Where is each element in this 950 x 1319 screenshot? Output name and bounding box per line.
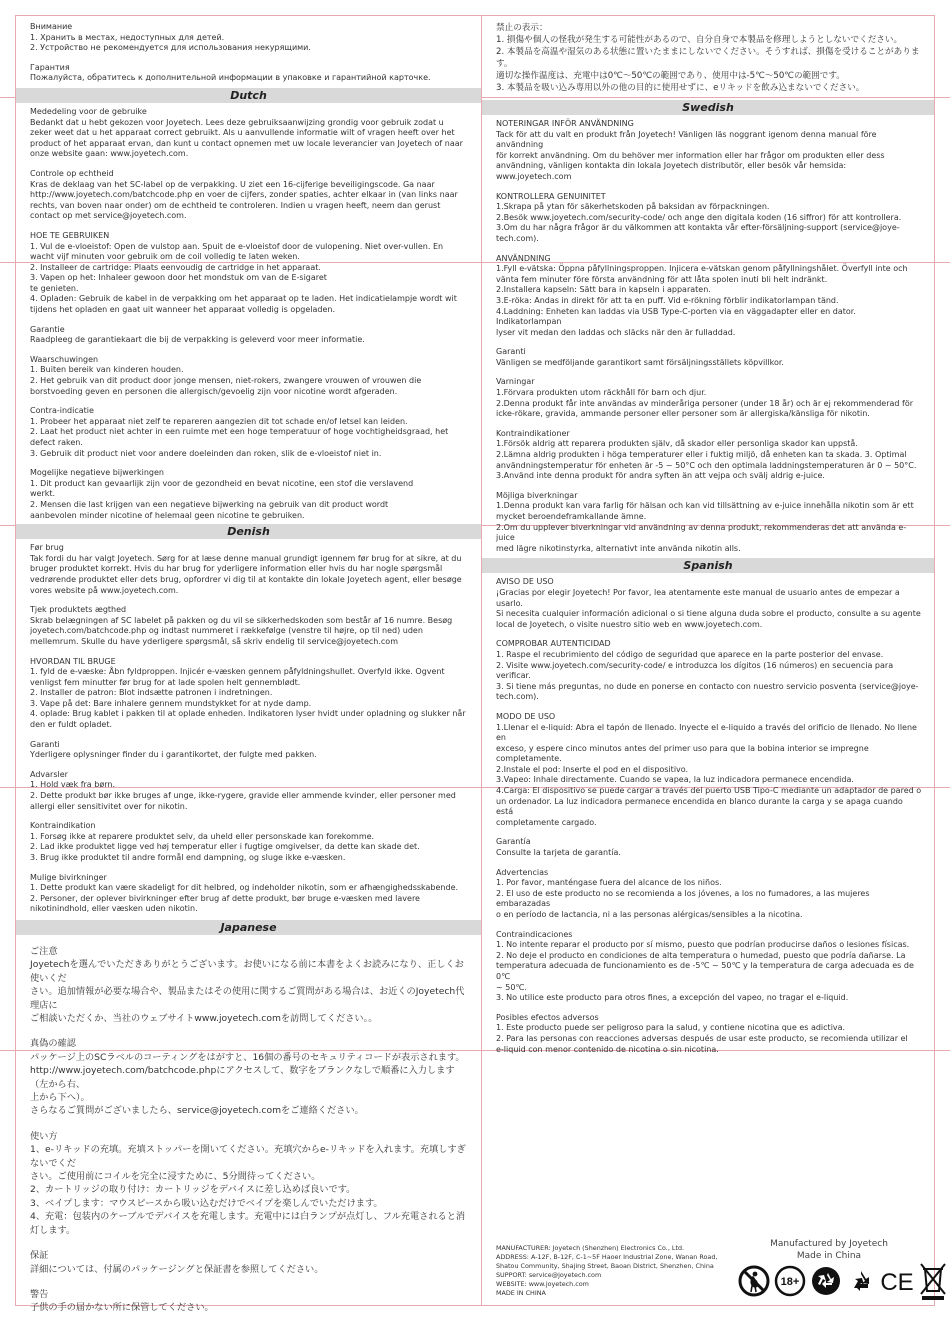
paragraph-line: 1. fyld de e-væske: Åbn fyldproppen. Injicér e-væsken gennem påfyldningshullet. Overfyld ikke. Ogvent — [30, 667, 445, 677]
paragraph-heading: 警告 — [30, 1288, 49, 1300]
paragraph-line: 2. Mensen die last krijgen van een negatieve bijwerking na gebruik van dit product wordt — [30, 499, 389, 509]
paragraph-line: Vänligen se medföljande garantikort samt försäljningsställets köpvillkor. — [496, 357, 784, 367]
paragraph-list — [30, 543, 469, 915]
paragraph-heading: 保証 — [30, 1250, 49, 1262]
paragraph-line: vedrørende produktet eller dets brug, opfordrer vi dig til at kontakte din lokale Joyetech agent, eller besøge — [30, 574, 462, 584]
paragraph — [496, 254, 922, 339]
paragraph-line: temperatura adecuada de funcionamiento es de -5℃ ~ 50℃ y la temperatura de carga adecuada es de 0℃ — [496, 961, 917, 981]
paragraph-list — [30, 945, 469, 1315]
paragraph-gap — [496, 703, 922, 712]
no-smoking-pregnant-icon — [738, 1265, 770, 1301]
paragraph-line: product of het apparaat ervan, dan kunt u contact opnemen met uw locale leverancier van Joyetech of naar — [30, 138, 463, 148]
paragraph-gap — [30, 1237, 469, 1249]
paragraph-heading: Advertencias — [496, 867, 549, 877]
footer-line: WEBSITE: www.joyetech.com — [496, 1280, 589, 1288]
paragraph-line: 2. Laat het product niet achter in een ruimte met een hoge temperatuur of hoge vochtigheidsgraad, het — [30, 427, 449, 437]
ce-text: CE — [880, 1269, 914, 1296]
paragraph-line: 1. Por favor, manténgase fuera del alcance de los niños. — [496, 878, 722, 888]
paragraph — [30, 355, 469, 397]
paragraph-heading: Mogelijke negatieve bijwerkingen — [30, 468, 165, 478]
paragraph-heading: Kontraindikation — [30, 821, 96, 831]
paragraph-heading: Tjek produktets ægthed — [30, 605, 127, 615]
paragraph-line: defect raken. — [30, 438, 83, 447]
paragraph-list — [30, 22, 469, 84]
paragraph-line: o en período de lactancia, ni a las personas alérgicas/sensibles a la nicotina. — [496, 910, 803, 919]
paragraph — [496, 347, 922, 368]
paragraph-line: completamente cargado. — [496, 817, 597, 827]
section-title-japanese: Japanese — [16, 920, 481, 935]
paragraph-line: e-liquid con menor contenido de nicotina o sin nicotina. — [496, 1044, 719, 1054]
footer-line: SUPPORT: service@joyetech.com — [496, 1271, 602, 1279]
paragraph-line: 3. 本製品を吸い込み専用以外の他の目的に使用せずに、eリキッドを飲み込まないでください。 — [496, 83, 865, 93]
paragraph-gap — [496, 482, 922, 491]
paragraph-line: completamente. — [496, 754, 562, 764]
paragraph-line: contact op met service@joyetech.com. — [30, 211, 187, 221]
paragraph-line: 2.Installera kapseln: Sätt bara in kapseln i apparaten. — [496, 285, 711, 295]
paragraph — [30, 107, 469, 160]
paragraph-heading: 使い方 — [30, 1130, 58, 1142]
made-by-block — [754, 1238, 904, 1262]
paragraph-gap — [30, 346, 469, 355]
paragraph — [30, 1037, 469, 1117]
paragraph — [30, 63, 469, 84]
paragraph — [30, 169, 469, 222]
paragraph-line: ~ 50℃. — [496, 982, 527, 992]
paragraph-line: 1. Raspe el recubrimiento del código de seguridad que aparece en la parte posterior del envase. — [496, 649, 884, 659]
paragraph — [30, 543, 469, 596]
danish-section — [16, 543, 481, 915]
paragraph-line: さい。ご使用前にコイルを完全に浸すために、5分間待ってください。 — [30, 1171, 321, 1183]
paragraph-gap — [496, 338, 922, 347]
paragraph-line: 2、カートリッジの取り付け：カートリッジをデバイスに差し込めば良いです。 — [30, 1184, 356, 1196]
paragraph-line: Tack för att du valt en produkt från Joyetech! Vänligen läs noggrant igenom denna manual före användning — [496, 129, 880, 150]
paragraph-gap — [30, 222, 469, 231]
paragraph-line: 2.Denna produkt får inte användas av minderåriga personer (under 18 år) och är ej rekommenderad för — [496, 398, 913, 408]
paragraph-gap — [30, 1276, 469, 1288]
paragraph-gap — [496, 368, 922, 377]
paragraph-heading: Controle op echtheid — [30, 168, 114, 178]
paragraph — [496, 377, 922, 419]
paragraph — [30, 657, 469, 731]
paragraph-gap — [30, 1025, 469, 1037]
paragraph-line: 3.E-röka: Andas in direkt för att ta en puff. Vid e-rökning förblir indikatorlampan tänd. — [496, 295, 839, 305]
paragraph-line: 2. 本製品を高温や湿気のある状態に置いたままにしないでください。そうすれば、損傷を受けることがあります。 — [496, 47, 920, 69]
paragraph-heading: 真偽の確認 — [30, 1038, 76, 1050]
japanese-section — [16, 939, 481, 1315]
paragraph-gap — [496, 245, 922, 254]
paragraph-line: 4.Laddning: Enheten kan laddas via USB Type-C-porten via en väggadapter eller en dator. Indikatorlampan — [496, 306, 859, 327]
paragraph-gap — [496, 630, 922, 639]
paragraph-line: 1. Hold væk fra børn. — [30, 780, 115, 790]
paragraph-line: tech.com). — [496, 692, 539, 702]
paragraph-line: mellemrum. Skulle du have yderligere spørgsmål, så skriv endelig til service@joyetech.com — [30, 636, 398, 646]
spanish-section — [482, 577, 934, 1055]
paragraph-line: Пожалуйста, обратитесь к дополнительной информации в упаковке и гарантийной карточке. — [30, 73, 431, 83]
paragraph — [30, 1288, 469, 1315]
footer-line: ADDRESS: A-12F, B-12F, C-1~5F Haoer Industrial Zone, Wanan Road, — [496, 1253, 718, 1261]
paragraph-heading: Garanti — [496, 347, 526, 357]
made-by-text: Manufactured by Joyetech — [770, 1239, 888, 1249]
right-column — [482, 15, 935, 1306]
paragraph-gap — [496, 420, 922, 429]
paragraph-line: 3. Vape på det: Bare inhalere gennem mundstykket for at nyde damp. — [30, 698, 312, 708]
paragraph-heading: MODO DE USO — [496, 711, 556, 721]
paragraph-heading: Contraindicaciones — [496, 929, 573, 939]
paragraph-line: Kras de deklaag van het SC-label op de verpakking. U ziet een 16-cijferige beveiligingscode. Ga naar — [30, 179, 435, 189]
paragraph — [30, 945, 469, 1025]
paragraph-line: 1. 損傷や個人の怪我が発生する可能性があるので、自分自身で本製品を修理しようとしないでください。 — [496, 35, 903, 45]
russian-section — [16, 16, 481, 84]
paragraph — [496, 491, 922, 555]
paragraph-heading: HVORDAN TIL BRUGE — [30, 656, 116, 666]
paragraph-heading: AVISO DE USO — [496, 577, 554, 587]
paragraph-line: 1. Vul de e-vloeistof: Open de vulstop aan. Spuit de e-vloeistof door de vulopening. Niet over-vullen. En — [30, 241, 444, 251]
paragraph — [496, 577, 922, 630]
paragraph-line: vänta fem minuter före första användning för att låta spolen inuti bli helt indränkt. — [496, 274, 828, 284]
paragraph-line: användning, vänligen kontakta din lokala Joyetech distributör, eller besök vår hemsida: www.joyetech.com — [496, 161, 849, 181]
footer-line: MANUFACTURER: Joyetech (Shenzhen) Electronics Co., Ltd. — [496, 1244, 685, 1252]
manufacturer-info — [496, 1244, 717, 1298]
paragraph — [30, 1249, 469, 1276]
paragraph — [30, 406, 469, 459]
made-in-text: Made in China — [796, 1251, 862, 1261]
paragraph-heading: NOTERINGAR INFÖR ANVÄNDNING — [496, 119, 634, 128]
paragraph-line: 3. No utilice este producto para otros fines, a excepción del vapeo, no tragar el e-liquid. — [496, 993, 849, 1003]
paragraph-heading: Kontraindikationer — [496, 428, 570, 438]
paragraph — [30, 231, 469, 316]
paragraph-line: 1. Probeer het apparaat niet zelf te repareren aangezien dit tot schade en/of letsel kan leiden. — [30, 416, 408, 426]
paragraph-line: vores website på www.joyetech.com. — [30, 585, 179, 595]
paragraph-line: 3. Brug ikke produktet til andre formål end dampning, og sluge ikke e-væsken. — [30, 853, 346, 862]
paragraph — [30, 770, 469, 812]
paragraph-gap — [30, 54, 469, 63]
paragraph-line: bruger produktet korrekt. Hvis du har brug for yderligere information eller hvis du har nogle spørgsmål — [30, 564, 443, 574]
paragraph-line: パッケージ上のSCラベルのコーティングをはがすと、16個の番号のセキュリティコードが表示されます。 — [30, 1051, 465, 1063]
paragraph-gap — [30, 648, 469, 657]
paragraph-line: för korrekt användning. Om du behöver mer information eller har frågor om produkten eller dess — [496, 150, 885, 160]
paragraph-line: 2. No deje el producto en condiciones de alta temperatura o humedad, puesto que podría dañarse. La — [496, 950, 906, 960]
paragraph-line: 1.Fyll e-vätska: Öppna påfyllningsproppen. Injicera e-vätskan genom påfyllningshålet. Överfyll inte och — [496, 264, 908, 274]
paragraph-gap — [496, 921, 922, 930]
paragraph-heading: Внимание — [30, 22, 73, 31]
paragraph-line: 1. Dette produkt kan være skadeligt for dit helbred, og indeholder nikotin, som er afhængighedsskabende. — [30, 883, 459, 893]
paragraph-line: 子供の手の届かない所に保管してください。 — [30, 1302, 214, 1314]
paragraph-heading: Garantía — [496, 837, 531, 847]
paragraph-line: lyser vit medan den laddas och släcks när den är fulladdad. — [496, 327, 736, 337]
paragraph — [496, 868, 922, 921]
paragraph — [30, 1130, 469, 1237]
paragraph-heading: Гарантия — [30, 62, 70, 72]
paragraph-list — [496, 119, 922, 554]
compliance-icons — [738, 1261, 950, 1305]
paragraph-line: 2.Besök www.joyetech.com/security-code/ och ange den digitala koden (16 siffror) för att kontrollera. — [496, 212, 902, 222]
paragraph-line: zeker weet dat u het apparaat correct gebruikt. Als u aanvullende informatie wilt of vragen heeft over het — [30, 128, 455, 138]
paragraph-gap — [30, 1118, 469, 1130]
paragraph-gap — [496, 828, 922, 837]
paragraph-line: local de Joyetech, o visite nuestro sitio web en www.joyetech.com. — [496, 619, 763, 629]
paragraph-line: 3. Vapen op het: Inhaleer gewoon door het mondstuk om van de E-sigaret — [30, 273, 327, 283]
paragraph-line: 2. Het gebruik van dit product door jonge mensen, niet-rokers, zwangere vrouwen of vrouwen die — [30, 376, 422, 386]
paragraph-line: 2. Installer de patron: Blot indsætte patronen i indretningen. — [30, 688, 273, 698]
paragraph-line: 2. El uso de este producto no se recomienda a los jóvenes, a los no fumadores, a las mujeres embarazadas — [496, 888, 873, 909]
paragraph-line: ¡Gracias por elegir Joyetech! Por favor, lea atentamente este manual de usuario antes de empezar a usarlo. — [496, 587, 903, 608]
paragraph-line: Tak fordi du har valgt Joyetech. Sørg for at læse denne manual grundigt igennem før brug for at sikre, at du — [30, 553, 462, 563]
paragraph-line: venligst fem minutter før brug for at lade spolen helt gennemblødt. — [30, 677, 301, 687]
age-18-plus-icon — [774, 1265, 806, 1301]
left-column — [15, 15, 482, 1314]
paragraph-line: http://www.joyetech.com/batchcode.phpにアクセスして、数字をブランクなしで順番に入力します（左から右、 — [30, 1065, 455, 1090]
paragraph-line: Skrab belægningen af SC labelet på pakken og du vil se sikkerhedskoden som består af 16 numre. Besøg — [30, 615, 453, 625]
paragraph-heading: COMPROBAR AUTENTICIDAD — [496, 639, 611, 649]
paragraph-line: onze website gaan: www.joyetech.com. — [30, 149, 189, 159]
paragraph-line: 1.Skrapa på ytan för säkerhetskoden på baksidan av förpackningen. — [496, 202, 770, 212]
paragraph-line: 4. oplade: Brug kablet i pakken til at oplade enheden. Indikatoren lyser hvidt under opladning og slukker når — [30, 709, 466, 719]
paragraph-line: 2. Dette produkt bør ikke bruges af unge, ikke-rygere, gravide eller ammende kvinder, eller personer med — [30, 791, 456, 801]
paragraph-line: 1. No intente reparar el producto por sí mismo, puesto que podrían producirse daños o lesiones físicas. — [496, 940, 910, 950]
paragraph-line: joyetech.com/batchcode.php og indtast nummeret i rækkefølge (venstre til højre, op til ned) uden — [30, 626, 423, 636]
footer-line: MADE IN CHINA — [496, 1289, 546, 1297]
paragraph — [30, 821, 469, 863]
paragraph-gap — [30, 761, 469, 770]
paragraph-line: 3. Gebruik dit product niet voor andere doeleinden dan roken, slik de e-vloeistof niet in. — [30, 448, 382, 458]
paragraph-heading: Varningar — [496, 377, 535, 387]
paragraph-line: un ordenador. La luz indicadora permanece encendida en blanco durante la carga y se apaga cuando está — [496, 796, 906, 817]
section-title-danish: Denish — [16, 524, 481, 539]
paragraph-line: 3.Använd inte denna produkt för andra syften än att vejpa och svälj aldrig e-juice. — [496, 471, 825, 481]
paragraph — [30, 873, 469, 915]
ce-mark-icon — [880, 1266, 914, 1300]
paragraph-line: 1.Förvara produkten utom räckhåll för barn och djur. — [496, 388, 707, 398]
recycle-icon — [810, 1265, 842, 1301]
paragraph-line: rechts, van boven naar onder) om de echtheid te controleren. Indien u vragen heeft, neem dan gerust — [30, 200, 441, 210]
paragraph-heading: HOE TE GEBRUIKEN — [30, 230, 110, 240]
paragraph — [496, 837, 922, 858]
paragraph — [496, 192, 922, 245]
paragraph-line: 2. Lad ikke produktet ligge ved høj temperatur eller i fugtige omgivelser, da dette kan skade det. — [30, 842, 420, 852]
paragraph-line: aanbevolen minder nicotine of helemaal geen nicotine te gebruiken. — [30, 510, 305, 520]
paragraph-gap — [30, 731, 469, 740]
paragraph-line: 1. Buiten bereik van kinderen houden. — [30, 365, 184, 375]
paragraph-line: 1.Försök aldrig att reparera produkten själv, då skador eller personliga skador kan uppstå. — [496, 439, 858, 449]
paragraph-gap — [30, 160, 469, 169]
paragraph-heading: 禁止の表示： — [496, 23, 548, 33]
paragraph-line: nikotinindhold, eller væsken uden nikotin. — [30, 904, 198, 914]
paragraph — [30, 740, 469, 761]
paragraph-line: ご相談いただくか、当社のウェブサイトwww.joyetech.comを訪問してください。。 — [30, 1013, 378, 1024]
paragraph-line: Si necesita cualquier información adicional o si tiene alguna duda sobre el producto, consulte a su agente — [496, 609, 921, 619]
paragraph-line: 2.Om du upplever biverkningar vid användning av denna produkt, rekommenderas det att använda e-juice — [496, 522, 907, 543]
section-title-dutch: Dutch — [16, 88, 481, 103]
paragraph-line: Yderligere oplysninger finder du i garantikortet, der fulgte med pakken. — [30, 750, 317, 760]
paragraph — [496, 119, 922, 183]
paragraph-line: 1. Хранить в местах, недоступных для детей. — [30, 32, 225, 42]
paragraph-line: 1. Forsøg ikke at reparere produktet selv, da uheld eller personskade kan forekomme. — [30, 831, 375, 841]
paragraph-line: 1. Este producto puede ser peligroso para la salud, y contiene nicotina que es adictiva. — [496, 1023, 846, 1033]
paragraph — [496, 429, 922, 482]
paragraph-heading: Contra-indicatie — [30, 406, 94, 416]
paragraph — [30, 605, 469, 647]
paragraph-heading: ANVÄNDNING — [496, 253, 551, 263]
paragraph — [30, 468, 469, 521]
paragraph-line: 2. Visite www.joyetech.com/security-code/ e introduzca los dígitos (16 números) en secuencia para verificar. — [496, 660, 896, 681]
age-text: 18+ — [780, 1276, 800, 1288]
weee-bin-icon — [918, 1261, 948, 1305]
paragraph-line: icke-rökare, gravida, ammande personer eller personer som är allergiska/känsliga för nikotin. — [496, 409, 870, 419]
paragraph-line: 上から下へ）。 — [30, 1092, 90, 1104]
paragraph-heading: Waarschuwingen — [30, 354, 99, 364]
paragraph-line: 3、ベイプします：マウスピースから吸い込むだけでベイプを楽しんでいただけます。 — [30, 1197, 383, 1209]
japanese-continued-section — [482, 16, 934, 94]
paragraph-line: http://www.joyetech.com/batchcode.php en voer de cijfers, zonder spaties, achter elkaar in (van links naar — [30, 190, 458, 200]
manufacturer-lines — [496, 1244, 717, 1298]
dutch-section — [16, 107, 481, 521]
paragraph-line: 2. Para las personas con reacciones adversas después de usar este producto, se recomienda utilizar el — [496, 1033, 908, 1043]
paragraph — [30, 22, 469, 54]
paragraph — [496, 639, 922, 703]
paragraph-line: 4、充電：包装内のケーブルでデバイスを充電します。充電中には白ランプが点灯し、フル充電されると消灯します。 — [30, 1211, 466, 1236]
recycle-arrows-icon — [846, 1266, 876, 1300]
paragraph-line: Consulte la tarjeta de garantía. — [496, 848, 621, 858]
paragraph-line: 1、e-リキッドの充填。充填ストッパーを開いてください。充填穴からe-リキッドを入れます。充填しすぎないでくだ — [30, 1144, 466, 1169]
paragraph-line: 2. Personer, der oplever bivirkninger efter brug af dette produkt, bør bruge e-væsken med lavere — [30, 893, 420, 903]
swedish-section — [482, 119, 934, 554]
paragraph-line: 3. Si tiene más preguntas, no dude en ponerse en contacto con nuestro servicio posventa (service@joye- — [496, 681, 919, 691]
paragraph-line: mycket beroendeframkallande ämne. — [496, 512, 647, 521]
paragraph-gap — [496, 1004, 922, 1013]
paragraph-line: 2. Installeer de cartridge: Plaats eenvoudig de cartridge in het apparaat. — [30, 262, 321, 272]
paragraph-line: exceso, y espere cinco minutos antes del primer uso para que la bobina interior se impregne — [496, 743, 869, 753]
paragraph-line: 2.Instale el pod: Inserte el pod en el dispositivo. — [496, 764, 689, 774]
paragraph-gap — [496, 183, 922, 192]
paragraph-gap — [30, 316, 469, 325]
paragraph — [496, 22, 922, 94]
paragraph-line: 詳細については、付属のパッケージングと保証書を参照してください。 — [30, 1263, 324, 1275]
paragraph-line: te genieten. — [30, 283, 79, 293]
paragraph-heading: Garanti — [30, 739, 60, 749]
paragraph-gap — [30, 596, 469, 605]
paragraph-line: 2. Устройство не рекомендуется для использования некурящими. — [30, 43, 311, 53]
paragraph-list — [496, 577, 922, 1055]
paragraph-line: Joyetechを選んでいただきありがとうございます。お使いになる前に本書をよくお読みになり、正しくお使いくだ — [30, 959, 464, 984]
paragraph-line: 3.Vapeo: Inhale directamente. Cuando se vapea, la luz indicadora permanece encendida. — [496, 775, 854, 785]
paragraph-heading: ご注意 — [30, 945, 58, 957]
paragraph-line: 4. Opladen: Gebruik de kabel in de verpakking om het apparaat op te laden. Het indicatielampje wordt wit — [30, 294, 457, 304]
paragraph-gap — [30, 397, 469, 406]
paragraph-line: 適切な操作温度は、充電中は0℃～50℃の範囲であり、使用中は-5℃～50℃の範囲です。 — [496, 71, 845, 81]
paragraph-gap — [496, 859, 922, 868]
paragraph-line: användningstemperatur för enheten är -5 ~ 50°C och den optimala laddningstemperaturen är 0 ~ 50°C. — [496, 460, 917, 470]
paragraph-line: Bedankt dat u hebt gekozen voor Joyetech. Lees deze gebruiksaanwijzing grondig voor gebruik zodat u — [30, 117, 444, 127]
paragraph-line: den er fuldt opladet. — [30, 720, 113, 730]
paragraph-heading: Möjliga biverkningar — [496, 490, 578, 500]
paragraph — [496, 712, 922, 829]
section-title-spanish: Spanish — [482, 558, 934, 573]
paragraph-line: さい。追加情報が必要な場合や、製品またはその使用に関するご質問がある場合は、お近くのJoyetech代理店に — [30, 986, 465, 1011]
paragraph-line: Raadpleeg de garantiekaart die bij de verpakking is geleverd voor meer informatie. — [30, 335, 365, 345]
paragraph-line: 1. Dit product kan gevaarlijk zijn voor de gezondheid en bevat nicotine, een stof die verslavend — [30, 478, 414, 488]
paragraph-heading: Før brug — [30, 543, 64, 553]
paragraph-heading: Advarsler — [30, 769, 68, 779]
paragraph-line: wacht vijf minuten voor gebruik om de coil volledig te laten weken. — [30, 252, 300, 262]
paragraph-heading: Garantie — [30, 324, 65, 334]
paragraph-line: 3.Om du har några frågor är du välkommen att kontakta vår efter-försäljning-support (service@joye- — [496, 223, 900, 233]
footer-line: Shatou Community, Shajing Street, Baoan District, Shenzhen, China — [496, 1262, 714, 1270]
paragraph-line: werkt. — [30, 489, 56, 499]
paragraph — [496, 930, 922, 1004]
paragraph-heading: Mulige bivirkninger — [30, 872, 107, 882]
paragraph-gap — [30, 864, 469, 873]
paragraph-line: 1.Denna produkt kan vara farlig för hälsan och kan vid tillsättning av e-juice innehålla nikotin som är ett — [496, 501, 914, 511]
section-title-swedish: Swedish — [482, 100, 934, 115]
paragraph-line: さらなるご質問がございましたら、service@joyetech.comをご連絡ください。 — [30, 1105, 364, 1117]
paragraph-line: tijdens het opladen en gaat uit wanneer het apparaat volledig is opgeladen. — [30, 305, 336, 315]
paragraph — [30, 325, 469, 346]
paragraph-list — [30, 107, 469, 521]
paragraph — [496, 1013, 922, 1055]
paragraph-heading: Posibles efectos adversos — [496, 1012, 599, 1022]
paragraph-gap — [30, 812, 469, 821]
paragraph-line: med lägre nikotinstyrka, alternativt inte använda nikotin alls. — [496, 543, 741, 553]
paragraph-heading: KONTROLLERA GENUINITET — [496, 191, 606, 201]
paragraph-gap — [30, 459, 469, 468]
paragraph-line: borstvoeding geven en personen die allergisch/gevoelig zijn voor nicotine wordt afgeraden. — [30, 386, 398, 396]
paragraph-list — [496, 22, 922, 94]
paragraph-line: 1.Llenar el e-liquid: Abra el tapón de llenado. Inyecte el e-liquido a través del orificio de llenado. No llene en — [496, 722, 920, 743]
paragraph-line: allergi eller sensitivitet over for nikotin. — [30, 801, 188, 811]
paragraph-heading: Mededeling voor de gebruike — [30, 106, 147, 116]
paragraph-line: 4.Carga: El dispositivo se puede cargar a través del puerto USB Tipo-C mediante un adaptador de pared o — [496, 786, 922, 796]
paragraph-line: tech.com). — [496, 233, 539, 243]
paragraph-line: 2.Lämna aldrig produkten i höga temperaturer eller i fuktig miljö, då enheten kan ta skada. 3. Optimal — [496, 450, 907, 460]
